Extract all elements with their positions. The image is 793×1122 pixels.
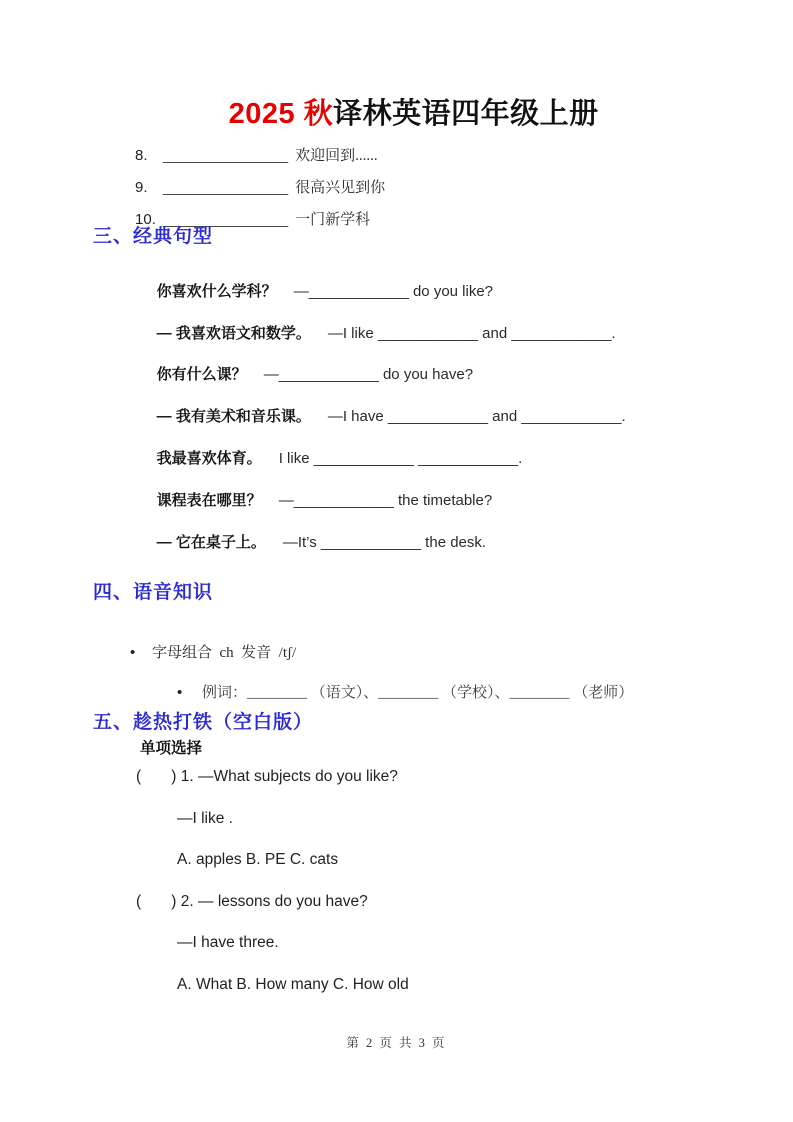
english-sentence: —____________ the timetable? (278, 492, 493, 509)
question-2-answer-line: —I have three. (177, 934, 279, 951)
question-2-stem: ( ) 2. — lessons do you have? (136, 893, 368, 910)
english-sentence: —____________ do you have? (263, 366, 474, 383)
chinese-sentence: — 我有美术和音乐课。 (156, 408, 311, 425)
phonics-bullet (115, 623, 297, 661)
english-sentence: —It’s ____________ the desk. (282, 534, 487, 551)
section-four-heading: 四、语音知识 (93, 582, 214, 603)
title-book-name: 译林英语四年级上册 (333, 98, 599, 130)
sentence-line (140, 304, 616, 342)
sentence-line (140, 429, 523, 467)
chinese-sentence: — 我喜欢语文和数学。 (156, 325, 311, 342)
item-number: 9. (135, 179, 148, 196)
bullet-icon: • (130, 644, 136, 661)
section-five-heading: 五、趁热打铁（空白版） (93, 712, 314, 733)
question-1-answer-line: —I like . (177, 810, 233, 827)
fill-blank: _______________ (163, 179, 289, 196)
vocab-item-8 (110, 108, 385, 164)
chinese-prompt: 一门新学科 (295, 212, 371, 228)
chinese-sentence: — 它在桌子上。 (156, 534, 266, 551)
bullet-icon: • (177, 684, 183, 701)
sentence-line (140, 387, 626, 425)
question-2-options: A. What B. How many C. How old (177, 976, 409, 993)
chinese-prompt: 很高兴见到你 (295, 180, 386, 196)
fill-blank: _______________ (163, 211, 289, 228)
sentence-line (140, 262, 494, 300)
english-sentence: —____________ do you like? (293, 283, 494, 300)
title-year-highlight: 2025 秋 (228, 98, 334, 130)
chinese-prompt: 欢迎回到...... (295, 148, 378, 164)
phonics-rule-text: 字母组合 ch 发音 /tʃ/ (152, 645, 297, 661)
chinese-sentence: 我最喜欢体育。 (156, 450, 262, 467)
english-sentence: —I have ____________ and ____________. (327, 408, 626, 425)
item-number: 10. (135, 211, 156, 228)
multiple-choice-subheading: 单项选择 (140, 740, 203, 757)
chinese-sentence: 你喜欢什么学科？ (156, 283, 277, 300)
english-sentence: I like ____________ ____________. (278, 450, 523, 467)
english-sentence: —I like ____________ and ____________. (327, 325, 616, 342)
item-number: 8. (135, 147, 148, 164)
chinese-sentence: 课程表在哪里？ (156, 492, 262, 509)
sentence-line (140, 471, 493, 509)
phonics-example-text: 例词：________ （语文）、________ （学校）、________ （老师） (202, 685, 634, 701)
section-three-heading: 三、经典句型 (93, 226, 214, 247)
chinese-sentence: 你有什么课？ (156, 366, 247, 383)
page-number-footer: 第 2 页 共 3 页 (346, 1036, 447, 1050)
sentence-line (140, 513, 487, 551)
fill-blank: _______________ (163, 147, 289, 164)
vocab-list (110, 108, 386, 228)
phonics-example-bullet (162, 663, 634, 701)
sentence-line (140, 345, 474, 383)
question-1-stem: ( ) 1. —What subjects do you like? (136, 768, 398, 785)
question-1-options: A. apples B. PE C. cats (177, 851, 339, 868)
